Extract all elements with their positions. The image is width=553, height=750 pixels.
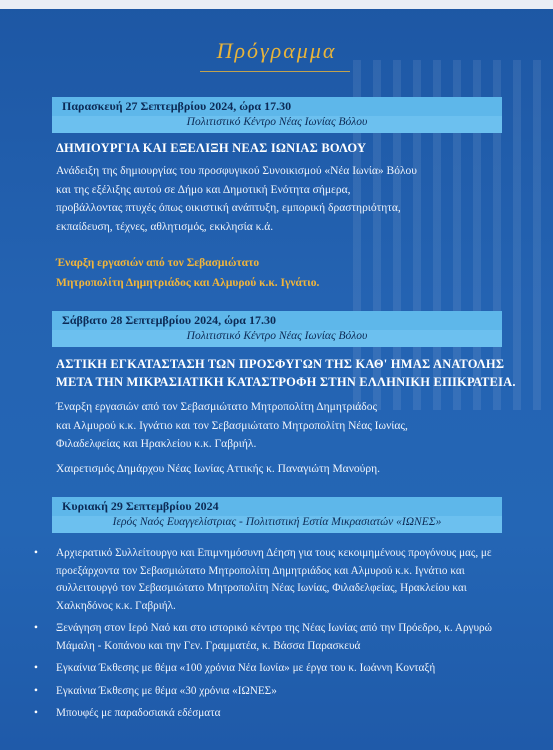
day2-line3: Φιλαδελφείας και Ηρακλείου κ.κ. Γαβριήλ.: [56, 438, 257, 450]
day2-heading-line1: ΑΣΤΙΚΗ ΕΓΚΑΤΑΣΤΑΣΗ ΤΩΝ ΠΡΟΣΦΥΓΩΝ ΤΗΣ ΚΑΘ' ΗΜΑΣ ΑΝΑΤΟΛΗΣ: [56, 357, 505, 371]
title-area: [0, 38, 553, 64]
day2-heading-line2: ΜΕΤΑ ΤΗΝ ΜΙΚΡΑΣΙΑΤΙΚΗ ΚΑΤΑΣΤΡΟΦΗ ΣΤΗΝ ΕΛΛΗΝΙΚΗ ΕΠΙΚΡΑΤΕΙΑ.: [56, 375, 516, 389]
top-bar: [0, 0, 553, 9]
day1-description: [56, 162, 506, 236]
day1-line3: προβάλλοντας πτυχές όπως οικιστική ανάπτυξη, εμπορική δραστηριότητα,: [56, 202, 401, 214]
day2-description: [56, 398, 506, 478]
list-item: • Εγκαίνια Έκθεσης με θέμα «30 χρόνια «ΙΩΝΕΣ»: [30, 683, 520, 701]
day1-line2: και της εξέλιξης αυτού σε Δήμο και Δημοτική Ενότητα σήμερα,: [56, 183, 351, 196]
day3-venue: Ιερός Ναός Ευαγγελίστριας - Πολιτιστική Εστία Μικρασιατών «ΙΩΝΕΣ»: [52, 516, 502, 533]
day1-line4: εκπαίδευση, τέχνες, αθλητισμός, εκκλησία κ.ά.: [56, 220, 274, 233]
day1-header: Παρασκευή 27 Σεπτεμβρίου 2024, ώρα 17.30: [52, 97, 502, 116]
bullet-icon: •: [34, 707, 38, 719]
page-title: Πρόγραμμα: [216, 38, 337, 63]
day2-line4: Χαιρετισμός Δημάρχου Νέας Ιωνίας Αττικής κ. Παναγιώτη Μανούρη.: [56, 462, 380, 475]
list-item: • Αρχιερατικό Συλλείτουργο και Επιμνημόσυνη Δέηση για τους κεκοιμημένους προγόνους μας, με προεξάρχοντα τον Σεβασμιώτατο Μητροπολίτη Δημητριάδος και Αλμυρού κ.κ. Ιγνάτιο και συλλειτουργό τον Σεβασμιώτατο Μητροπολίτη Νέας Ιωνίας, Φιλαδελφείας, Ηρακλείου και Χαλκηδόνος κ.κ. Γαβριήλ.: [34, 547, 492, 612]
day2-heading: [56, 355, 516, 391]
list-item: • Ξενάγηση στον Ιερό Ναό και στο ιστορικό κέντρο της Νέας Ιωνίας από την Πρόεδρο, κ. Αργυρώ Μάμαλη - Κοπάνου και την Γεν. Γραμματέα, κ. Βάσσα Παρασκευά: [34, 622, 492, 652]
title-underline: [200, 71, 350, 72]
day1-venue: Πολιτιστικό Κέντρο Νέας Ιωνίας Βόλου: [52, 116, 502, 133]
day3-header: Κυριακή 29 Σεπτεμβρίου 2024: [52, 497, 502, 516]
bullet-icon: •: [34, 684, 38, 697]
day2-line2: και Αλμυρού κ.κ. Ιγνάτιο και τον Σεβασμιώτατο Μητροπολίτη Νέας Ιωνίας,: [56, 419, 408, 432]
day2-line1: Έναρξη εργασιών από τον Σεβασμιώτατο Μητροπολίτη Δημητριάδος: [56, 401, 378, 413]
day3-bullet-list: [30, 545, 520, 728]
list-item: • Εγκαίνια Έκθεσης με θέμα «100 χρόνια Νέα Ιωνία» με έργα του κ. Ιωάννη Κονταξή: [30, 660, 520, 678]
day1-opening-line1: Έναρξη εργασιών από τον Σεβασμιώτατο: [56, 257, 260, 269]
day1-line1: Ανάδειξη της δημιουργίας του προσφυγικού Συνοικισμού «Νέα Ιωνία» Βόλου: [56, 165, 417, 177]
bullet-icon: •: [34, 622, 38, 634]
day1-heading: ΔΗΜΙΟΥΡΓΙΑ ΚΑΙ ΕΞΕΛΙΞΗ ΝΕΑΣ ΙΩΝΙΑΣ ΒΟΛΟΥ: [56, 141, 367, 155]
day2-venue: Πολιτιστικό Κέντρο Νέας Ιωνίας Βόλου: [52, 330, 502, 347]
bullet-icon: •: [34, 662, 38, 674]
day1-opening-line2: Μητροπολίτη Δημητριάδος και Αλμυρού κ.κ. Ιγνάτιο.: [56, 277, 320, 289]
day2-header: Σάββατο 28 Σεπτεμβρίου 2024, ώρα 17.30: [52, 311, 502, 330]
day1-opening: [56, 253, 506, 293]
list-item: • Μπουφές με παραδοσιακά εδέσματα: [30, 705, 520, 723]
bullet-icon: •: [34, 547, 38, 559]
